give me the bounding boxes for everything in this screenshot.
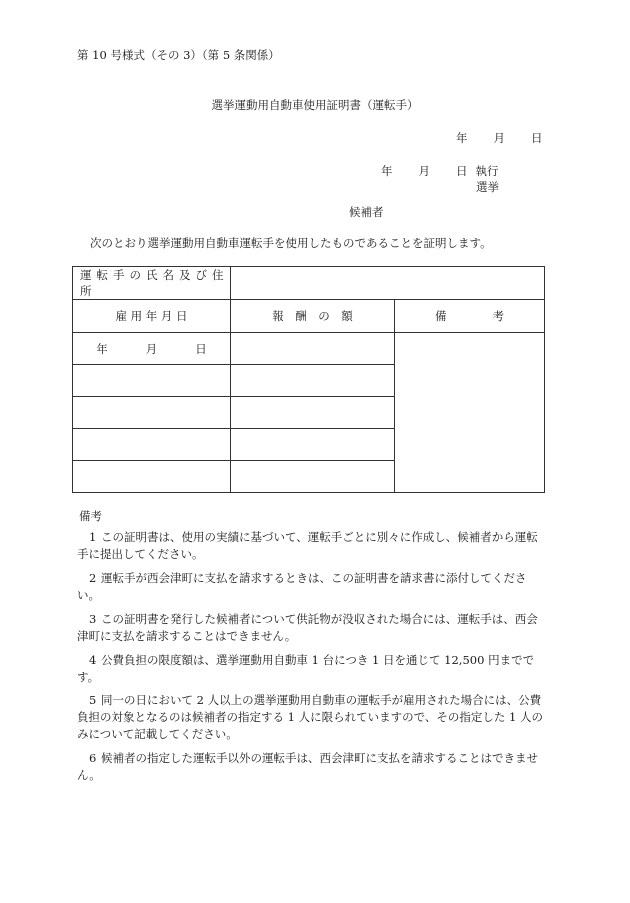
note-item: 1 この証明書は、使用の実績に基づいて、運転手ごとに別々に作成し、候補者から運転手に提出してください。 xyxy=(77,530,538,561)
form-number: 第 10 号様式（その 3）（第 5 条関係） xyxy=(77,48,280,62)
note-item: 2 運転手が西会津町に支払を請求するときは、この証明書を請求書に添付してください。 xyxy=(77,571,527,602)
remuneration-cell[interactable] xyxy=(231,397,395,429)
note-text: 公費負担の限度額は、選挙運動用自動車 1 台につき 1 日を通じて 12,500 円までです。 xyxy=(77,653,535,684)
employment-date-cell[interactable] xyxy=(73,429,231,461)
note-item: 6 候補者の指定した運転手以外の運転手は、西会津町に支払を請求することはできません。 xyxy=(77,751,538,782)
note-text: この証明書を発行した候補者について供託物が没収された場合には、運転手は、西会津町に支払を請求することはできません。 xyxy=(77,612,538,643)
remuneration-cell[interactable] xyxy=(231,365,395,397)
remuneration-header: 報 酬 の 額 xyxy=(231,300,395,333)
month-label: 月 xyxy=(493,131,505,145)
note-item: 3 この証明書を発行した候補者について供託物が没収された場合には、運転手は、西会津町に支払を請求することはできません。 xyxy=(77,612,538,643)
candidate-label: 候補者 xyxy=(349,205,384,219)
notes-title: 備考 xyxy=(79,509,102,523)
name-address-label: 運転手の氏名及び住所 xyxy=(73,267,231,300)
name-address-field[interactable] xyxy=(231,267,545,300)
table-row xyxy=(73,333,545,365)
remarks-cell[interactable] xyxy=(395,333,545,493)
election-label: 選挙 xyxy=(476,180,499,194)
document-title: 選挙運動用自動車使用証明書（運転手） xyxy=(211,98,419,112)
header-row xyxy=(73,300,545,333)
employment-date-cell[interactable] xyxy=(73,461,231,493)
note-text: この証明書は、使用の実績に基づいて、運転手ごとに別々に作成し、候補者から運転手に提出してください。 xyxy=(77,530,538,561)
exec-month-label: 月 xyxy=(418,164,430,178)
intro-text: 次のとおり選挙運動用自動車運転手を使用したものであることを証明します。 xyxy=(90,236,492,250)
exec-year-label: 年 xyxy=(381,164,393,178)
employment-date-cell[interactable] xyxy=(73,333,231,365)
note-item: 5 同一の日において 2 人以上の選挙運動用自動車の運転手が雇用された場合には、公費負担の対象となるのは候補者の指定する 1 人に限られていますので、その指定した 1 人のみについて記載してください。 xyxy=(77,693,544,741)
row-month-label: 月 xyxy=(145,341,158,356)
remuneration-cell[interactable] xyxy=(231,333,395,365)
note-text: 候補者の指定した運転手以外の運転手は、西会津町に支払を請求することはできません。 xyxy=(77,751,538,782)
remarks-header: 備 考 xyxy=(395,300,545,333)
election-execution-date xyxy=(381,163,499,179)
employment-date-header: 雇 用 年 月 日 xyxy=(73,300,231,333)
name-address-row xyxy=(73,267,545,300)
note-item: 4 公費負担の限度額は、選挙運動用自動車 1 台につき 1 日を通じて 12,500 円までです。 xyxy=(77,653,535,684)
certificate-table xyxy=(72,266,545,493)
row-day-label: 日 xyxy=(195,341,207,356)
issue-date xyxy=(456,130,543,146)
employment-date-cell[interactable] xyxy=(73,365,231,397)
remuneration-cell[interactable] xyxy=(231,429,395,461)
exec-day-label: 日 xyxy=(456,164,468,178)
note-text: 同一の日において 2 人以上の選挙運動用自動車の運転手が雇用された場合には、公費負担の対象となるのは候補者の指定する 1 人に限られていますので、その指定した 1 人のみについて記載してください。 xyxy=(77,693,544,741)
employment-date-cell[interactable] xyxy=(73,397,231,429)
day-label: 日 xyxy=(531,131,543,145)
note-text: 運転手が西会津町に支払を請求するときは、この証明書を請求書に添付してください。 xyxy=(77,571,527,602)
row-year-label: 年 xyxy=(96,341,108,356)
year-label: 年 xyxy=(456,131,468,145)
executed-label: 執行 xyxy=(475,164,499,178)
remuneration-cell[interactable] xyxy=(231,461,395,493)
